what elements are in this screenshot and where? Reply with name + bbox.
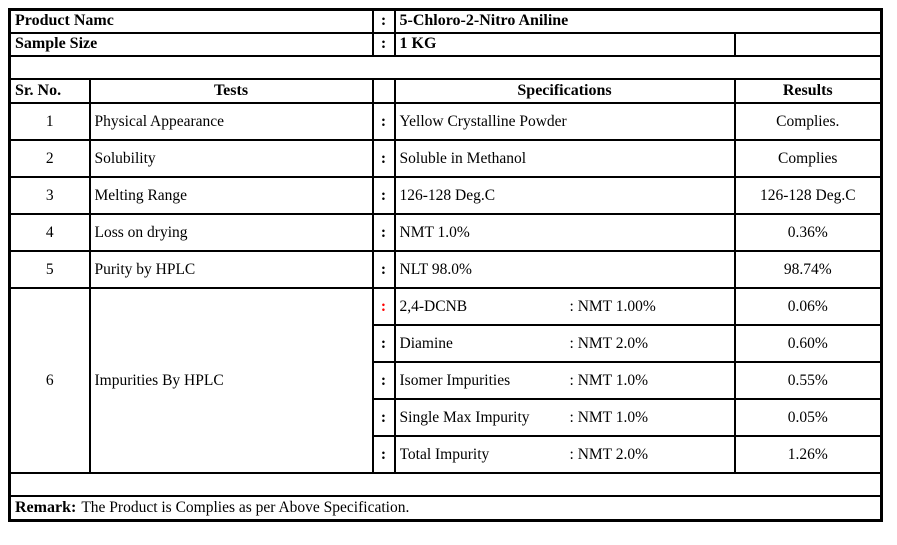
impurity-limit: : NMT 1.00% [569,297,656,315]
spec-cell: Soluble in Methanol [395,140,735,177]
spacer-cell [10,473,882,496]
table-row [10,177,882,214]
spec-cell [395,288,735,325]
sr-cell: 6 [10,288,90,473]
spec-cell: 126-128 Deg.C [395,177,735,214]
result-cell: Complies. [735,103,882,140]
test-cell: Impurities By HPLC [90,288,373,473]
remark-text: The Product is Complies as per Above Specification. [81,498,410,516]
colon-cell: : [373,140,395,177]
impurity-name: Single Max Impurity [399,408,530,426]
sr-cell: 5 [10,251,90,288]
spec-cell: Yellow Crystalline Powder [395,103,735,140]
spacer-cell [10,56,882,79]
impurity-limit: : NMT 1.0% [569,408,649,426]
spec-cell [395,325,735,362]
colon-cell: : [373,103,395,140]
result-cell: 0.06% [735,288,882,325]
test-cell: Melting Range [90,177,373,214]
result-cell: 98.74% [735,251,882,288]
column-header-colon [373,79,395,103]
spec-cell: NMT 1.0% [395,214,735,251]
impurity-colon-red: : [373,288,395,325]
spec-cell [395,399,735,436]
product-name-label: Product Namc [10,10,373,34]
column-header-results: Results [735,79,882,103]
spacer-row [10,473,882,496]
result-cell: Complies [735,140,882,177]
colon-cell: : [373,362,395,399]
colon-separator: : [373,33,395,56]
table-row [10,214,882,251]
test-cell: Purity by HPLC [90,251,373,288]
colon-cell: : [373,214,395,251]
spec-cell: NLT 98.0% [395,251,735,288]
result-cell: 0.05% [735,399,882,436]
impurity-limit: : NMT 2.0% [569,445,649,463]
impurity-name: 2,4-DCNB [399,297,468,315]
result-cell: 0.55% [735,362,882,399]
sample-size-row [10,33,882,56]
impurity-limit: : NMT 2.0% [569,334,649,352]
remark-cell [10,496,882,521]
impurity-row [10,288,882,325]
result-cell: 1.26% [735,436,882,473]
colon-cell: : [373,325,395,362]
remark-label: Remark: [15,498,77,516]
colon-separator: : [373,10,395,34]
test-cell: Physical Appearance [90,103,373,140]
impurity-name: Diamine [399,334,453,352]
colon-cell: : [373,399,395,436]
result-cell: 0.60% [735,325,882,362]
result-cell: 0.36% [735,214,882,251]
test-cell: Solubility [90,140,373,177]
sr-cell: 1 [10,103,90,140]
result-cell: 126-128 Deg.C [735,177,882,214]
colon-cell: : [373,436,395,473]
sample-size-value: 1 KG [395,33,735,56]
empty-cell [735,33,882,56]
test-cell: Loss on drying [90,214,373,251]
column-header-sr-no: Sr. No. [10,79,90,103]
sample-size-label: Sample Size [10,33,373,56]
colon-cell: : [373,251,395,288]
sr-cell: 2 [10,140,90,177]
impurity-limit: : NMT 1.0% [569,371,649,389]
coa-table [8,8,883,522]
table-header-row [10,79,882,103]
product-name-value: 5-Chloro-2-Nitro Aniline [395,10,882,34]
sr-cell: 3 [10,177,90,214]
spacer-row [10,56,882,79]
table-row [10,103,882,140]
spec-cell [395,362,735,399]
impurity-name: Total Impurity [399,445,490,463]
product-name-row [10,10,882,34]
column-header-tests: Tests [90,79,373,103]
table-row [10,140,882,177]
sr-cell: 4 [10,214,90,251]
remark-row [10,496,882,521]
spec-cell [395,436,735,473]
table-row [10,251,882,288]
column-header-specifications: Specifications [395,79,735,103]
colon-cell: : [373,177,395,214]
impurity-name: Isomer Impurities [399,371,511,389]
